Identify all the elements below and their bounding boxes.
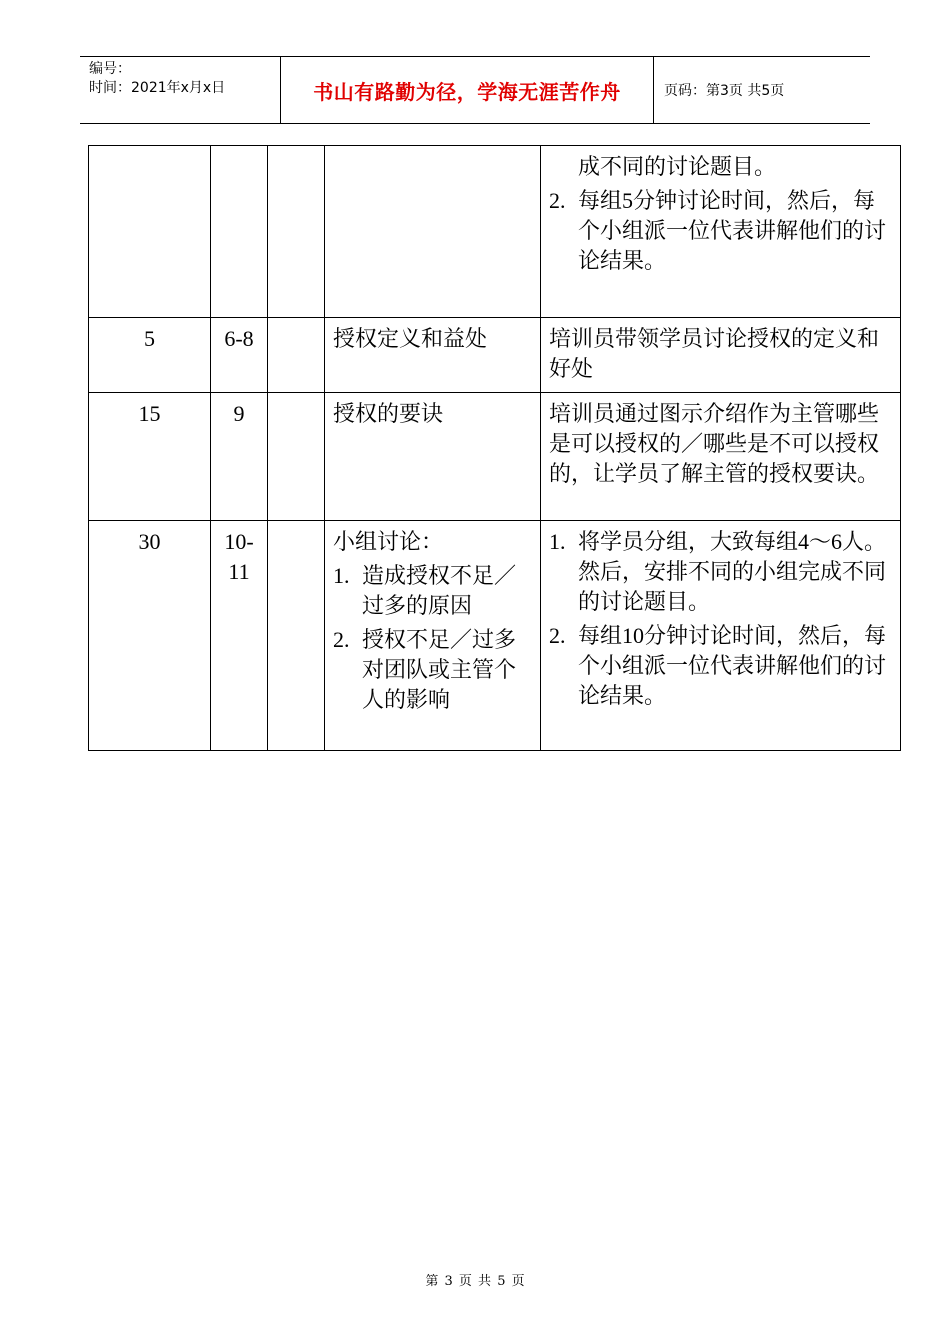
list-item bbox=[333, 625, 532, 715]
step-marker: 2. bbox=[549, 623, 566, 648]
topic-cell bbox=[325, 521, 541, 751]
topic-items bbox=[333, 561, 532, 715]
list-item bbox=[549, 621, 892, 711]
step-text: 每组10分钟讨论时间，然后，每个小组派一位代表讲解他们的讨论结果。 bbox=[578, 623, 887, 708]
header-page-label: 页码：第3页 共5页 bbox=[664, 83, 785, 99]
step-marker: 1. bbox=[549, 529, 566, 554]
activity-cell: 培训员带领学员讨论授权的定义和好处 bbox=[541, 318, 901, 393]
blank-cell bbox=[268, 393, 325, 521]
activity-steps bbox=[549, 527, 892, 711]
table-row bbox=[89, 521, 901, 751]
slide-cell bbox=[211, 146, 268, 318]
step-text: 将学员分组，大致每组4～6人。然后，安排不同的小组完成不同的讨论题目。 bbox=[578, 529, 887, 614]
header-meta bbox=[80, 57, 281, 123]
item-text: 授权不足／过多对团队或主管个人的影响 bbox=[362, 627, 517, 712]
activity-cell bbox=[541, 146, 901, 318]
training-plan-table bbox=[88, 145, 901, 751]
topic-cell bbox=[325, 146, 541, 318]
slide-cell: 6-8 bbox=[211, 318, 268, 393]
list-item bbox=[549, 152, 892, 182]
date-label: 时间：2021年x月x日 bbox=[89, 80, 226, 96]
activity-cell bbox=[541, 521, 901, 751]
activity-steps bbox=[549, 152, 892, 276]
step-marker: 2. bbox=[549, 188, 566, 213]
time-cell: 30 bbox=[89, 521, 211, 751]
list-item bbox=[333, 561, 532, 621]
step-text: 成不同的讨论题目。 bbox=[578, 154, 777, 179]
activity-cell: 培训员通过图示介绍作为主管哪些是可以授权的／哪些是不可以授权的，让学员了解主管的授权要诀。 bbox=[541, 393, 901, 521]
step-text: 每组5分钟讨论时间，然后，每个小组派一位代表讲解他们的讨论结果。 bbox=[578, 188, 887, 273]
list-item bbox=[549, 186, 892, 276]
slide-cell: 9 bbox=[211, 393, 268, 521]
time-cell bbox=[89, 146, 211, 318]
topic-cell: 授权的要诀 bbox=[325, 393, 541, 521]
list-item bbox=[549, 527, 892, 617]
table-row bbox=[89, 146, 901, 318]
table-row bbox=[89, 318, 901, 393]
blank-cell bbox=[268, 318, 325, 393]
time-cell: 5 bbox=[89, 318, 211, 393]
number-label: 编号： bbox=[89, 61, 131, 77]
blank-cell bbox=[268, 521, 325, 751]
topic-title: 小组讨论： bbox=[333, 529, 444, 554]
blank-cell bbox=[268, 146, 325, 318]
time-cell: 15 bbox=[89, 393, 211, 521]
item-text: 造成授权不足／过多的原因 bbox=[362, 563, 517, 618]
page-footer: 第 3 页 共 5 页 bbox=[425, 1274, 525, 1289]
item-marker: 1. bbox=[333, 563, 350, 588]
topic-cell: 授权定义和益处 bbox=[325, 318, 541, 393]
header-motto: 书山有路勤为径，学海无涯苦作舟 bbox=[281, 57, 654, 123]
slide-cell: 10-11 bbox=[211, 521, 268, 751]
page-header bbox=[80, 56, 870, 124]
item-marker: 2. bbox=[333, 627, 350, 652]
table-row bbox=[89, 393, 901, 521]
